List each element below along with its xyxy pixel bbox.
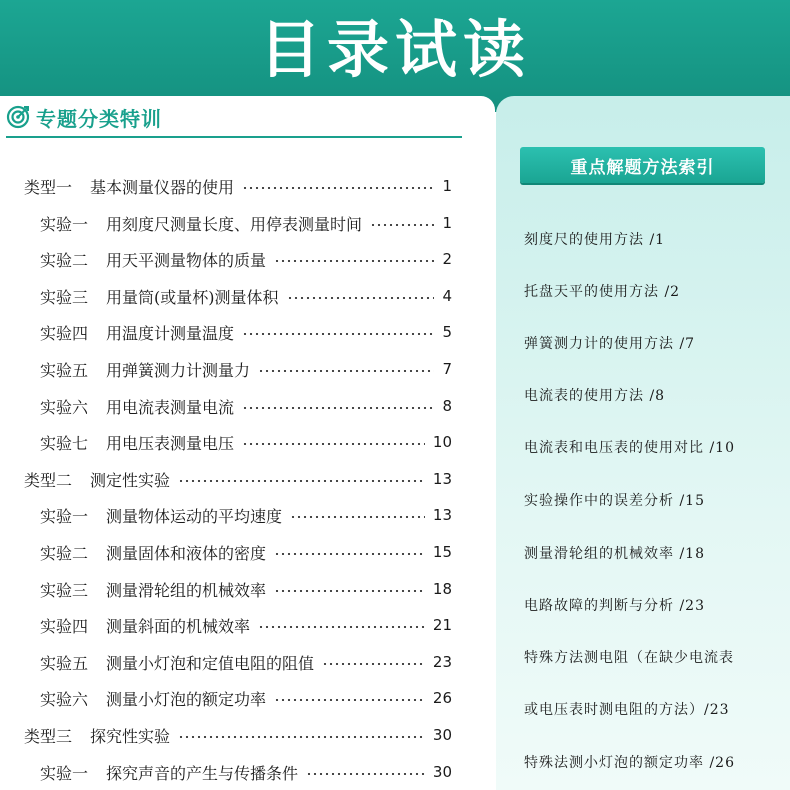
toc-title: 测量小灯泡的额定功率 [106,689,267,709]
toc-leader-dots [242,187,434,189]
method-index-item[interactable]: 电路故障的判断与分析 /23 [524,598,705,614]
method-index-title: 重点解题方法索引 [570,157,715,178]
toc-leader-dots [274,553,425,555]
toc-title: 用刻度尺测量长度、用停表测量时间 [106,214,363,234]
toc-leader-dots [178,480,425,482]
toc-experiment-row[interactable] [40,685,452,711]
toc-label: 实验三 [40,287,89,307]
toc-title: 测量斜面的机械效率 [106,616,251,636]
toc-leader-dots [258,370,434,372]
method-index-item[interactable]: 特殊法测小灯泡的额定功率 /26 [524,755,735,771]
toc-page-number: 21 [432,616,452,634]
section-title: 专题分类特训 [36,106,162,131]
toc-label: 实验六 [40,397,89,417]
toc-leader-dots [274,699,425,701]
target-icon [6,105,30,129]
toc-label: 实验一 [40,763,89,783]
toc-experiment-row[interactable] [40,319,452,345]
method-index-item[interactable]: 实验操作中的误差分析 /15 [524,493,705,509]
toc-leader-dots [287,297,435,299]
toc-page-number: 7 [442,360,452,378]
toc-experiment-row[interactable] [40,393,452,419]
toc-experiment-row[interactable] [40,246,452,272]
toc-page-number: 13 [432,506,452,524]
toc-page-number: 4 [442,287,452,305]
method-index-item[interactable]: 特殊方法测电阻（在缺少电流表 [524,650,734,666]
toc-title: 探究声音的产生与传播条件 [106,763,299,783]
toc-title: 测量固体和液体的密度 [106,543,267,563]
toc-experiment-row[interactable] [40,210,452,236]
toc-page-number: 1 [442,177,452,195]
toc-label: 实验四 [40,323,89,343]
toc-page-number: 2 [442,250,452,268]
toc-page-number: 18 [432,580,452,598]
toc-experiment-row[interactable] [40,429,452,455]
toc-experiment-row[interactable] [40,283,452,309]
toc-leader-dots [242,443,425,445]
toc-experiment-row[interactable] [40,502,452,528]
toc-leader-dots [306,773,425,775]
toc-label: 实验六 [40,689,89,709]
method-index-item[interactable]: 刻度尺的使用方法 /1 [524,232,666,248]
method-index-heading [520,147,765,183]
toc-experiment-row[interactable] [40,612,452,638]
method-index-item[interactable]: 测量滑轮组的机械效率 /18 [524,546,705,562]
toc-page-number: 30 [432,726,452,744]
toc-label: 实验一 [40,506,89,526]
toc-label: 实验三 [40,580,89,600]
toc-page-number: 15 [432,543,452,561]
toc-title: 探究性实验 [90,726,171,746]
toc-title: 测量滑轮组的机械效率 [106,580,267,600]
toc-type-row[interactable] [24,466,452,492]
method-index-item[interactable]: 弹簧测力计的使用方法 /7 [524,336,696,352]
toc-title: 测定性实验 [90,470,171,490]
toc-label: 实验七 [40,433,89,453]
page-title: 目录试读 [258,13,531,86]
toc-title: 测量物体运动的平均速度 [106,506,283,526]
toc-experiment-row[interactable] [40,759,452,785]
toc-page-number: 8 [442,397,452,415]
toc-page-number: 5 [442,323,452,341]
toc-page-number: 1 [442,214,452,232]
toc-experiment-row[interactable] [40,576,452,602]
toc-experiment-row[interactable] [40,539,452,565]
toc-title: 用量筒(或量杯)测量体积 [106,287,279,307]
toc-label: 实验二 [40,250,89,270]
method-index-item[interactable]: 或电压表时测电阻的方法）/23 [524,702,730,718]
toc-leader-dots [242,407,434,409]
toc-title: 用电压表测量电压 [106,433,235,453]
toc-leader-dots [322,663,425,665]
toc-page-number: 10 [432,433,452,451]
toc-title: 用天平测量物体的质量 [106,250,267,270]
method-index-item[interactable]: 电流表和电压表的使用对比 /10 [524,440,735,456]
toc-leader-dots [370,224,434,226]
toc-leader-dots [274,590,425,592]
section-heading [6,104,162,130]
toc-title: 基本测量仪器的使用 [90,177,235,197]
toc-leader-dots [274,260,434,262]
toc-label: 实验五 [40,360,89,380]
toc-page-number: 23 [432,653,452,671]
method-index-item[interactable]: 托盘天平的使用方法 /2 [524,284,681,300]
toc-label: 实验二 [40,543,89,563]
toc-title: 用弹簧测力计测量力 [106,360,251,380]
method-index-item[interactable]: 电流表的使用方法 /8 [524,388,666,404]
toc-title: 用温度计测量温度 [106,323,235,343]
toc-label: 类型一 [24,177,73,197]
toc-experiment-row[interactable] [40,356,452,382]
toc-page-number: 26 [432,689,452,707]
toc-label: 类型三 [24,726,73,746]
toc-experiment-row[interactable] [40,649,452,675]
section-divider [6,136,462,138]
toc-title: 测量小灯泡和定值电阻的阻值 [106,653,315,673]
toc-label: 实验五 [40,653,89,673]
toc-label: 类型二 [24,470,73,490]
toc-leader-dots [178,736,425,738]
toc-leader-dots [258,626,425,628]
toc-label: 实验四 [40,616,89,636]
toc-page-number: 13 [432,470,452,488]
toc-type-row[interactable] [24,173,452,199]
toc-leader-dots [290,516,425,518]
toc-label: 实验一 [40,214,89,234]
toc-title: 用电流表测量电流 [106,397,235,417]
toc-type-row[interactable] [24,722,452,748]
toc-leader-dots [242,333,434,335]
toc-page-number: 30 [432,763,452,781]
